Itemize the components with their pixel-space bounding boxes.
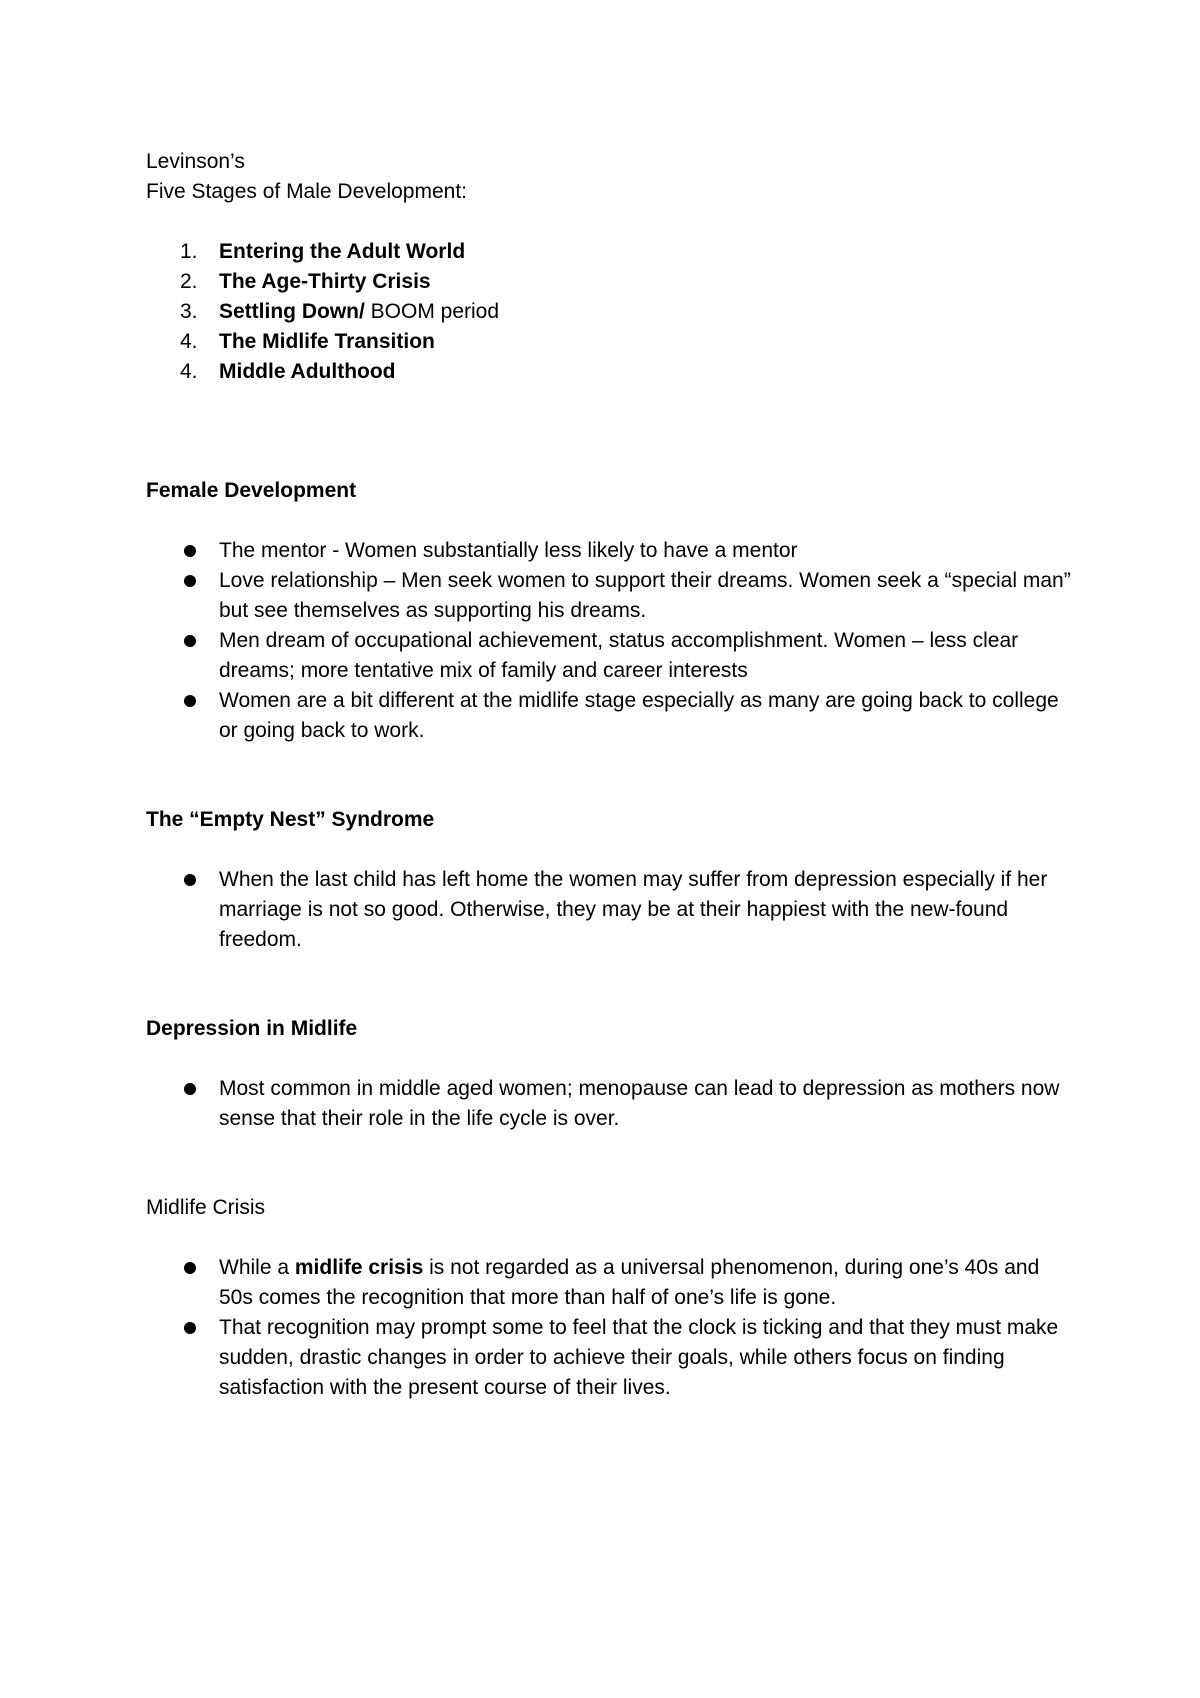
stage-suffix: BOOM period	[364, 300, 500, 323]
list-item	[146, 1074, 1076, 1134]
bullet-text: That recognition may prompt some to feel that the clock is ticking and that they must make sudden, drastic changes in order to achieve their goals, while others focus on finding satisfaction with the present course of their lives.	[219, 1316, 1059, 1399]
list-item	[146, 626, 1076, 686]
list-item	[146, 297, 1076, 327]
bullet-text-pre: While a	[219, 1256, 295, 1279]
depression-list	[146, 1074, 1076, 1134]
midlife-crisis-list	[146, 1253, 1076, 1403]
female-development-heading: Female Development	[146, 479, 357, 502]
stage-label: Middle Adulthood	[219, 360, 396, 383]
list-item	[146, 357, 1076, 387]
depression-heading: Depression in Midlife	[146, 1017, 358, 1040]
list-item	[146, 267, 1076, 297]
bullet-icon	[184, 635, 196, 647]
list-item	[146, 1313, 1076, 1403]
list-number: 4.	[180, 360, 198, 383]
list-item	[146, 566, 1076, 626]
bullet-icon	[184, 695, 196, 707]
list-number: 4.	[180, 330, 198, 353]
list-item	[146, 865, 1076, 955]
empty-nest-list	[146, 865, 1076, 955]
list-number: 3.	[180, 300, 198, 323]
bullet-icon	[184, 874, 196, 886]
empty-nest-heading: The “Empty Nest” Syndrome	[146, 808, 435, 831]
list-item	[146, 327, 1076, 357]
bullet-text-bold: midlife crisis	[294, 1256, 424, 1279]
bullet-text: Men dream of occupational achievement, status accomplishment. Women – less clear dreams; more tentative mix of family and career interests	[219, 629, 1019, 682]
bullet-icon	[184, 1083, 196, 1095]
bullet-icon	[184, 1262, 196, 1274]
midlife-crisis-heading: Midlife Crisis	[146, 1196, 266, 1219]
bullet-icon	[184, 1322, 196, 1334]
bullet-text: When the last child has left home the women may suffer from depression especially if her marriage is not so good. Otherwise, they may be at their happiest with the new-found freedom.	[219, 868, 1048, 951]
list-item	[146, 686, 1076, 746]
bullet-text: Most common in middle aged women; menopause can lead to depression as mothers now sense that their role in the life cycle is over.	[219, 1077, 1060, 1130]
list-number: 2.	[180, 270, 198, 293]
document-content	[146, 147, 1076, 1403]
list-item	[146, 536, 1076, 566]
bullet-text-post: is not regarded as a universal phenomenon, during one’s 40s and 50s comes the recognition that more than half of one’s life is gone.	[219, 1256, 1040, 1309]
doc-title-line-2: Five Stages of Male Development:	[146, 180, 467, 203]
stage-label: Entering the Adult World	[219, 240, 466, 263]
bullet-text: Women are a bit different at the midlife stage especially as many are going back to college or going back to work.	[219, 689, 1059, 742]
male-stages-list	[146, 237, 1076, 387]
stage-label: The Midlife Transition	[219, 330, 435, 353]
stage-label: The Age-Thirty Crisis	[219, 270, 431, 293]
list-number: 1.	[180, 240, 198, 263]
list-item	[146, 1253, 1076, 1313]
bullet-icon	[184, 545, 196, 557]
bullet-text: The mentor - Women substantially less likely to have a mentor	[219, 539, 798, 562]
stage-label: Settling Down/	[219, 300, 365, 323]
list-item	[146, 237, 1076, 267]
female-development-list	[146, 536, 1076, 746]
bullet-icon	[184, 575, 196, 587]
doc-title-line-1: Levinson’s	[146, 150, 245, 173]
bullet-text: Love relationship – Men seek women to support their dreams. Women seek a “special man” but see themselves as supporting his dreams.	[219, 569, 1071, 622]
